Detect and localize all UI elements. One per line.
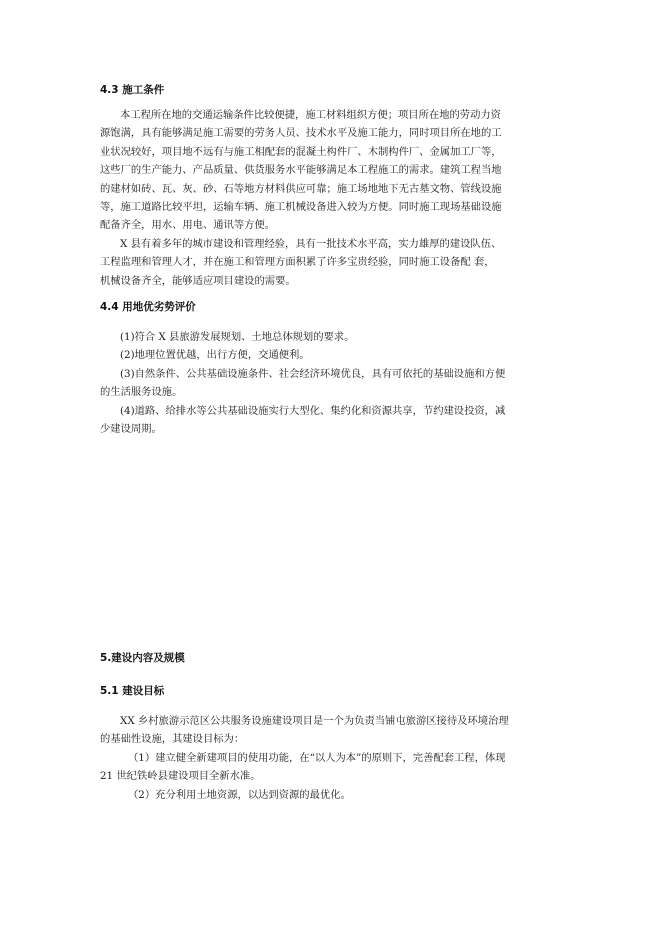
text-line: 的建材如砖、瓦、灰、砂、石等地方材料供应可靠；施工场地地下无古墓文物、管线设施 [100,182,502,195]
text-line: 工程监理和管理人才，并在施工和管理方面积累了许多宝贵经验，同时施工设备配 套， [100,256,495,269]
list-item: （1）建立健全新建项目的使用功能，在“以人为本”的原则下，完善配套工程，体现 [128,751,506,764]
heading-4-4: 4.4 用地优劣势评价 [100,301,196,313]
text-line: 等，施工道路比较平坦，运输车辆、施工机械设备进入较为方便。同时施工现场基础设施 [100,200,502,213]
list-site-evaluation [100,328,562,438]
list-item: (2)地理位置优越，出行方便，交通便利。 [120,349,310,362]
heading-5: 5.建设内容及规模 [100,652,185,664]
text-line: 的生活服务设施。 [100,386,183,399]
heading-5-1: 5.1 建设目标 [100,685,165,697]
paragraph-construction-goals [100,712,562,804]
text-line: 机械设备齐全，能够适应项目建设的需要。 [100,274,296,287]
text-line: 业状况较好，项目地不远有与施工相配套的混凝土构件厂、木制构件厂、金属加工厂等， [100,145,502,158]
list-item: (3)自然条件、公共基础设施条件、社会经济环境优良，具有可依托的基础设施和方便 [120,367,506,380]
text-line: 本工程所在地的交通运输条件比较便捷，施工材料组织方便；项目所在地的劳动力资 [120,109,501,121]
list-item: （2）充分利用土地资源，以达到资源的最优化。 [128,788,351,801]
heading-4-3: 4.3 施工条件 [100,84,165,96]
text-line: 21 世纪铁岭县建设项目全新水准。 [100,770,261,783]
paragraph-construction-conditions [100,106,562,290]
text-line: X 县有着多年的城市建设和管理经验，具有一批技术水平高，实力雄厚的建设队伍、 [120,237,502,250]
list-item: (4)道路、给排水等公共基础设施实行大型化、集约化和资源共享，节约建设投资，减 [120,404,506,417]
text-line: 源饱满，具有能够满足施工需要的劳务人员、技术水平及施工能力，同时项目所在地的工 [100,127,502,140]
list-item: (1)符合 X 县旅游发展规划、土地总体规划的要求。 [120,331,355,343]
text-line: 配备齐全，用水、用电、通讯等方便。 [100,219,276,232]
text-line: 这些厂的生产能力、产品质量、供货服务水平能够满足本工程施工的需求。建筑工程当地 [100,164,502,177]
text-line: XX 乡村旅游示范区公共服务设施建设项目是一个为负责当铺屯旅游区接待及环境治理 [120,715,509,727]
text-line: 少建设周期。 [100,422,162,435]
text-line: 的基础性设施，其建设目标为： [100,733,245,746]
